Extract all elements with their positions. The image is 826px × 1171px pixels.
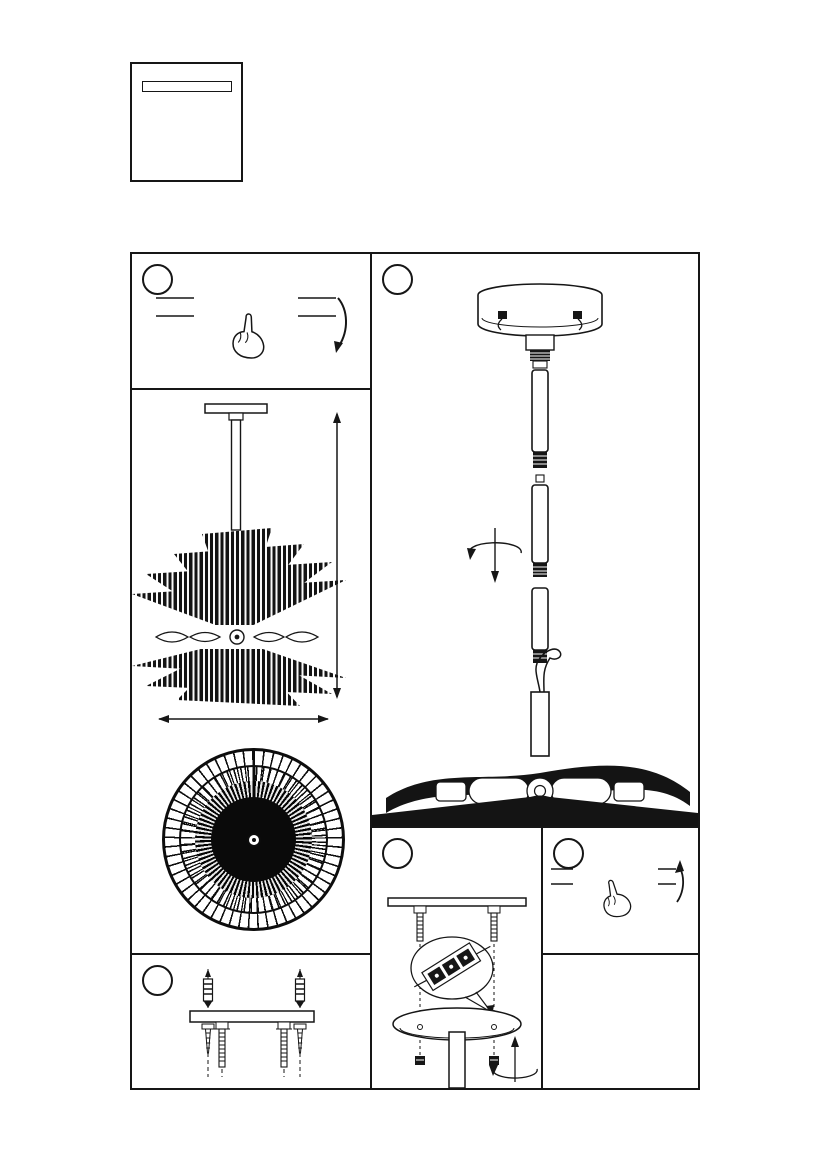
arrow-up-curved-icon: [675, 860, 684, 902]
italian-flag-icon: [142, 81, 232, 92]
ceiling-canopy: [478, 284, 602, 368]
rod-assembly-illustration: [372, 254, 698, 826]
hand-pointing-icon: [601, 879, 631, 918]
panel-lamp-dimensions: [132, 390, 372, 955]
width-dimension-arrow: [158, 715, 329, 723]
step-number-badge: [553, 838, 584, 869]
panel-step-4: [372, 828, 543, 1088]
rotation-arrow-icon: [467, 528, 521, 583]
panel-step-3: [132, 955, 372, 1088]
wall-anchor-icon: [296, 969, 305, 1008]
bracket-bar: [388, 898, 526, 906]
height-dimension-arrow: [333, 412, 341, 699]
bulb-row: [152, 625, 322, 649]
qr-code: [543, 955, 619, 1031]
wall-anchor-icon: [204, 969, 213, 1008]
screw-icon: [294, 1024, 306, 1053]
step-number-badge: [382, 838, 413, 869]
panel-step-1: [132, 254, 372, 390]
bracket-bar: [190, 1011, 314, 1022]
flag-red: [201, 82, 230, 91]
instruction-grid: [130, 252, 700, 1090]
screw-icon: [202, 1024, 214, 1053]
hanging-bolt-icon: [488, 906, 500, 941]
socket-tube: [531, 692, 549, 756]
arrow-down-curved-icon: [334, 298, 346, 353]
flag-green: [143, 82, 172, 91]
panel-article-qr: [543, 955, 698, 1088]
step-number-badge: [142, 264, 173, 295]
hanging-bolt-icon: [414, 906, 426, 941]
hand-pointing-icon: [231, 312, 269, 360]
bolt-icon: [214, 1022, 230, 1067]
lightstar-logo: [130, 62, 243, 182]
flag-white: [172, 82, 201, 91]
panel-step-2: [372, 254, 698, 828]
step-number-badge: [142, 965, 173, 996]
panel-step-5: [543, 828, 698, 955]
lamp-shade-illustration: [372, 766, 698, 826]
lamp-drawing-overlay: [132, 390, 370, 953]
step-number-badge: [382, 264, 413, 295]
rod-segments: [532, 370, 548, 663]
bolt-icon: [276, 1022, 292, 1067]
terminal-block-callout: [410, 935, 494, 1017]
